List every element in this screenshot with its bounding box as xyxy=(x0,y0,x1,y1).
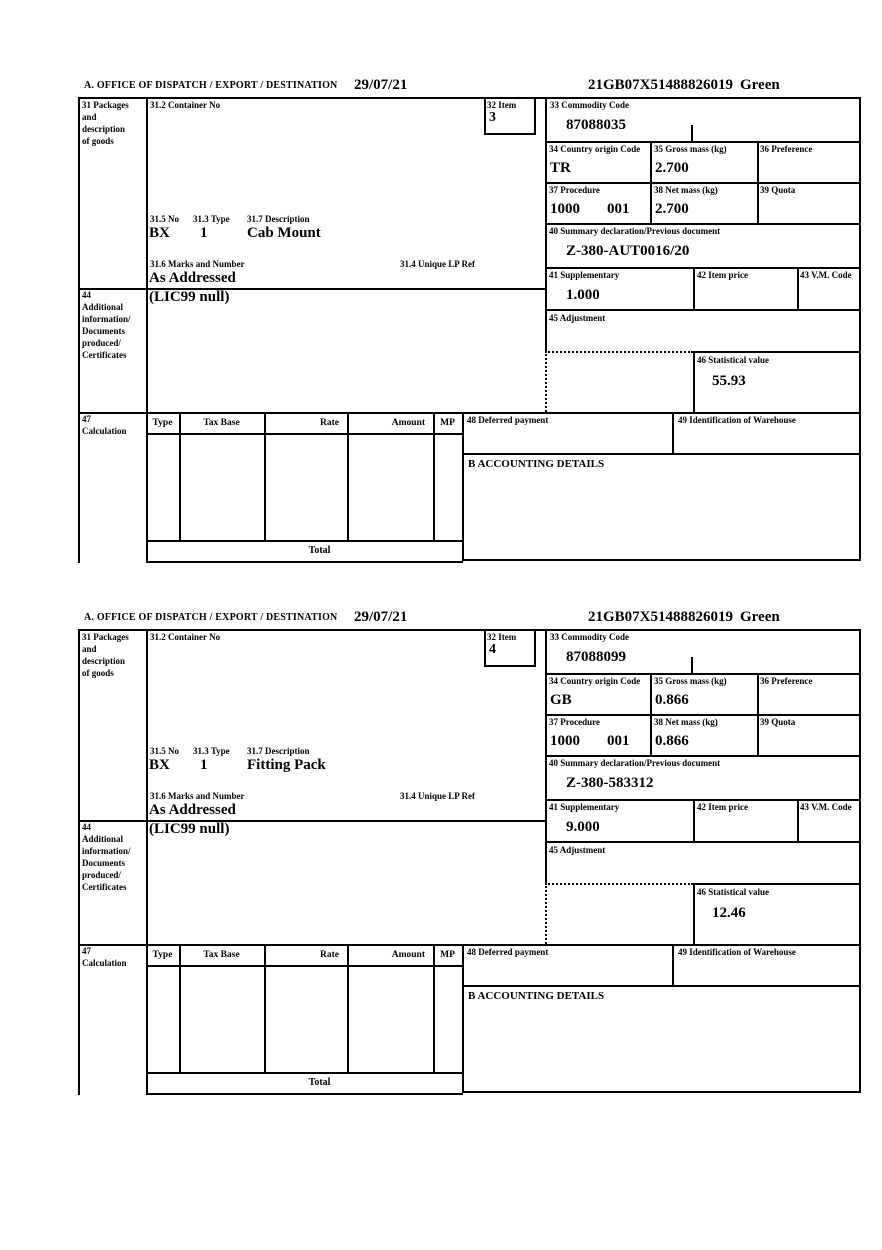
box44-label-line4: Documents xyxy=(82,858,125,868)
acceptance-date: 29/07/21 xyxy=(354,609,408,625)
form-right-border xyxy=(859,97,861,561)
goods-description-value: Fitting Pack xyxy=(247,757,326,773)
box31-7-label: 31.7 Description xyxy=(247,746,310,756)
box38-label: 38 Net mass (kg) xyxy=(654,717,718,727)
box31-label-line1: 31 Packages xyxy=(82,632,129,642)
box44-label-line1: 44 xyxy=(82,290,91,300)
box32-left-border xyxy=(484,97,486,135)
box31-label-line4: of goods xyxy=(82,136,114,146)
accounting-details-label: B ACCOUNTING DETAILS xyxy=(468,990,605,1002)
box44-label-line3: information/ xyxy=(82,314,131,324)
calc-header-bottom-border xyxy=(146,433,463,435)
label-column-divider xyxy=(146,629,148,1095)
box31-6-label: 31.6 Marks and Number xyxy=(150,791,245,801)
box33-label: 33 Commodity Code xyxy=(550,632,629,642)
marks-and-number-value: As Addressed xyxy=(149,802,236,818)
calculation-top-border xyxy=(78,412,861,414)
package-kind-value: BX xyxy=(149,225,170,241)
calc-header-amount: Amount xyxy=(391,950,425,960)
marks-and-number-value: As Addressed xyxy=(149,270,236,286)
box46-label: 46 Statistical value xyxy=(697,887,769,897)
calc-col-divider-rate xyxy=(347,944,349,1072)
box40-label: 40 Summary declaration/Previous document xyxy=(549,758,721,768)
box31-2-label: 31.2 Container No xyxy=(150,632,221,642)
box31-7-label: 31.7 Description xyxy=(247,214,310,224)
box31-4-label: 31.4 Unique LP Ref xyxy=(400,259,476,269)
box32-label: 32 Item xyxy=(487,100,517,110)
dotted-vertical-border xyxy=(545,883,547,944)
calc-col-divider-rate xyxy=(347,412,349,540)
calc-col-divider-type xyxy=(179,944,181,1072)
box31-5-label: 31.5 No xyxy=(150,214,179,224)
box31-label-line3: description xyxy=(82,124,126,134)
calc-header-type: Type xyxy=(152,950,173,960)
gross-mass-value: 2.700 xyxy=(655,160,689,176)
box37-label: 37 Procedure xyxy=(549,185,600,195)
box32-right-border xyxy=(534,629,536,667)
box38-label: 38 Net mass (kg) xyxy=(654,185,718,195)
box45-label: 45 Adjustment xyxy=(549,313,606,323)
entry-reference: 21GB07X51488826019 xyxy=(588,609,734,625)
col-divider-41-42 xyxy=(693,799,695,841)
col-divider-42-43 xyxy=(797,267,799,309)
calc-body-bottom-border xyxy=(146,540,463,542)
box31-3-label: 31.3 Type xyxy=(193,214,230,224)
form-left-border xyxy=(78,97,80,563)
calc-body-bottom-border xyxy=(146,1072,463,1074)
box44-label-line6: Certificates xyxy=(82,350,127,360)
box32-left-border xyxy=(484,629,486,667)
box49-label: 49 Identification of Warehouse xyxy=(678,415,796,425)
route-status: Green xyxy=(740,77,780,93)
box31-label-line3: description xyxy=(82,656,126,666)
calc-table-right-border xyxy=(462,412,464,561)
box31-label-line4: of goods xyxy=(82,668,114,678)
box34-label: 34 Country origin Code xyxy=(549,676,641,686)
box31-4-label: 31.4 Unique LP Ref xyxy=(400,791,476,801)
procedure-value: 1000 xyxy=(550,733,580,749)
procedure-extra-value: 001 xyxy=(607,201,630,217)
previous-document-value: Z-380-AUT0016/20 xyxy=(566,243,690,259)
calc-header-mp: MP xyxy=(440,418,455,428)
declaration-item-section xyxy=(0,606,882,1106)
form-top-border xyxy=(78,97,861,99)
col-divider-42-43 xyxy=(797,799,799,841)
box43-label: 43 V.M. Code xyxy=(800,802,852,812)
route-status: Green xyxy=(740,609,780,625)
calc-col-divider-type xyxy=(179,412,181,540)
box46-top-border xyxy=(693,883,861,885)
package-kind-value: BX xyxy=(149,757,170,773)
box33-label: 33 Commodity Code xyxy=(550,100,629,110)
commodity-code-separator-tick xyxy=(691,125,693,141)
box42-label: 42 Item price xyxy=(697,270,748,280)
box37-label: 37 Procedure xyxy=(549,717,600,727)
gross-mass-value: 0.866 xyxy=(655,692,689,708)
box31-6-label: 31.6 Marks and Number xyxy=(150,259,245,269)
box37-row-bottom-border xyxy=(545,755,861,757)
country-origin-value: TR xyxy=(550,160,571,176)
commodity-code-value: 87088035 xyxy=(566,117,626,133)
calc-col-divider-amount xyxy=(433,944,435,1072)
box35-label: 35 Gross mass (kg) xyxy=(654,144,727,154)
net-mass-value: 0.866 xyxy=(655,733,689,749)
dotted-vertical-border xyxy=(545,351,547,412)
item-number-value: 4 xyxy=(489,642,496,657)
package-count-value: 1 xyxy=(200,225,208,241)
col-divider-41-42 xyxy=(693,267,695,309)
box40-bottom-border xyxy=(545,799,861,801)
box48-label: 48 Deferred payment xyxy=(467,415,549,425)
calc-col-divider-taxbase xyxy=(264,944,266,1072)
box34-row-bottom-border xyxy=(545,714,861,716)
box40-bottom-border xyxy=(545,267,861,269)
additional-info-value: (LIC99 null) xyxy=(149,821,230,837)
commodity-code-separator-tick xyxy=(691,657,693,673)
net-mass-value: 2.700 xyxy=(655,201,689,217)
box43-label: 43 V.M. Code xyxy=(800,270,852,280)
commodity-code-value: 87088099 xyxy=(566,649,626,665)
box44-label-line5: produced/ xyxy=(82,338,121,348)
box49-label: 49 Identification of Warehouse xyxy=(678,947,796,957)
entry-reference: 21GB07X51488826019 xyxy=(588,77,734,93)
box46-left-border xyxy=(693,351,695,412)
box47-label-line1: 47 xyxy=(82,414,91,424)
calc-col-divider-taxbase xyxy=(264,412,266,540)
box35-label: 35 Gross mass (kg) xyxy=(654,676,727,686)
calc-total-label: Total xyxy=(308,545,331,556)
box34-label: 34 Country origin Code xyxy=(549,144,641,154)
col-divider-48-49 xyxy=(672,944,674,985)
office-of-dispatch-label: A. OFFICE OF DISPATCH / EXPORT / DESTINATION xyxy=(84,80,338,91)
acceptance-date: 29/07/21 xyxy=(354,77,408,93)
box32-bottom-border xyxy=(484,133,536,135)
item-number-value: 3 xyxy=(489,110,496,125)
package-count-value: 1 xyxy=(200,757,208,773)
box32-bottom-border xyxy=(484,665,536,667)
box44-label-line1: 44 xyxy=(82,822,91,832)
box31-3-label: 31.3 Type xyxy=(193,746,230,756)
calc-header-amount: Amount xyxy=(391,418,425,428)
country-origin-value: GB xyxy=(550,692,572,708)
calc-header-rate: Rate xyxy=(320,418,339,428)
box44-label-line5: produced/ xyxy=(82,870,121,880)
box47-label-line1: 47 xyxy=(82,946,91,956)
box36-label: 36 Preference xyxy=(760,144,813,154)
calc-header-taxbase: Tax Base xyxy=(203,418,240,428)
calc-header-type: Type xyxy=(152,418,173,428)
statistical-value: 55.93 xyxy=(712,373,746,389)
box41-label: 41 Supplementary xyxy=(549,270,620,280)
calc-col-divider-amount xyxy=(433,412,435,540)
box45-label: 45 Adjustment xyxy=(549,845,606,855)
box32-right-border xyxy=(534,97,536,135)
box33-bottom-border xyxy=(545,141,861,143)
box31-label-line2: and xyxy=(82,112,97,122)
office-of-dispatch-label: A. OFFICE OF DISPATCH / EXPORT / DESTINATION xyxy=(84,612,338,623)
label-column-divider xyxy=(146,97,148,563)
box41-row-bottom-border xyxy=(545,841,861,843)
box48-label: 48 Deferred payment xyxy=(467,947,549,957)
form-left-border xyxy=(78,629,80,1095)
box31-label-line1: 31 Packages xyxy=(82,100,129,110)
col-divider-48-49 xyxy=(672,412,674,453)
calc-total-label: Total xyxy=(308,1077,331,1088)
accounting-bottom-border xyxy=(462,559,861,561)
form-top-border xyxy=(78,629,861,631)
box41-label: 41 Supplementary xyxy=(549,802,620,812)
box42-label: 42 Item price xyxy=(697,802,748,812)
box32-label: 32 Item xyxy=(487,632,517,642)
goods-description-value: Cab Mount xyxy=(247,225,321,241)
procedure-value: 1000 xyxy=(550,201,580,217)
box31-label-line2: and xyxy=(82,644,97,654)
procedure-extra-value: 001 xyxy=(607,733,630,749)
supplementary-units-value: 9.000 xyxy=(566,819,600,835)
box48-bottom-border xyxy=(462,453,861,455)
box41-row-bottom-border xyxy=(545,309,861,311)
box40-label: 40 Summary declaration/Previous document xyxy=(549,226,721,236)
box46-label: 46 Statistical value xyxy=(697,355,769,365)
calc-header-bottom-border xyxy=(146,965,463,967)
calc-table-right-border xyxy=(462,944,464,1093)
box44-label-line2: Additional xyxy=(82,302,124,312)
box31-2-label: 31.2 Container No xyxy=(150,100,221,110)
box48-bottom-border xyxy=(462,985,861,987)
dotted-horizontal-border xyxy=(545,351,693,353)
total-row-bottom-border xyxy=(146,561,463,563)
accounting-bottom-border xyxy=(462,1091,861,1093)
box31-5-label: 31.5 No xyxy=(150,746,179,756)
statistical-value: 12.46 xyxy=(712,905,746,921)
box44-label-line2: Additional xyxy=(82,834,124,844)
box47-label-line2: Calculation xyxy=(82,426,127,436)
additional-info-value: (LIC99 null) xyxy=(149,289,230,305)
total-row-bottom-border xyxy=(146,1093,463,1095)
box44-label-line3: information/ xyxy=(82,846,131,856)
dotted-horizontal-border xyxy=(545,883,693,885)
declaration-item-section xyxy=(0,74,882,574)
calc-header-mp: MP xyxy=(440,950,455,960)
calc-header-taxbase: Tax Base xyxy=(203,950,240,960)
box47-label-line2: Calculation xyxy=(82,958,127,968)
box37-row-bottom-border xyxy=(545,223,861,225)
previous-document-value: Z-380-583312 xyxy=(566,775,654,791)
accounting-details-label: B ACCOUNTING DETAILS xyxy=(468,458,605,470)
calc-header-rate: Rate xyxy=(320,950,339,960)
box33-bottom-border xyxy=(545,673,861,675)
calculation-top-border xyxy=(78,944,861,946)
box34-row-bottom-border xyxy=(545,182,861,184)
box44-label-line4: Documents xyxy=(82,326,125,336)
box44-label-line6: Certificates xyxy=(82,882,127,892)
box39-label: 39 Quota xyxy=(760,717,796,727)
supplementary-units-value: 1.000 xyxy=(566,287,600,303)
box39-label: 39 Quota xyxy=(760,185,796,195)
box46-left-border xyxy=(693,883,695,944)
box46-top-border xyxy=(693,351,861,353)
form-right-border xyxy=(859,629,861,1093)
box36-label: 36 Preference xyxy=(760,676,813,686)
